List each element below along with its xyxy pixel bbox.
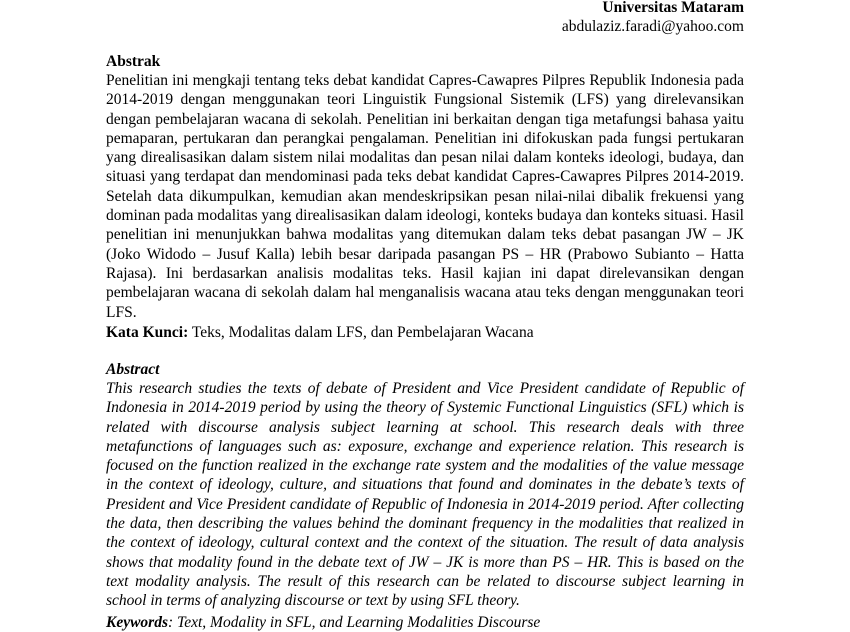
keywords-value: : Text, Modality in SFL, and Learning Modalities Discourse	[168, 614, 541, 631]
keywords-line	[106, 613, 540, 632]
university-name: Universitas Mataram	[602, 0, 744, 16]
keywords-label: Keywords	[106, 614, 168, 631]
kata-kunci-label: Kata Kunci:	[106, 324, 189, 341]
kata-kunci-line	[106, 323, 534, 342]
abstrak-body: Penelitian ini mengkaji tentang teks debat kandidat Capres-Cawapres Pilpres Republik Indonesia pada 2014-2019 dengan menggunakan teori Linguistik Fungsional Sistemik (LFS) yang direlevansikan dengan pembelajaran wacana di sekolah. Penelitian ini berkaitan dengan tiga metafungsi bahasa yaitu pemaparan, pertukaran dan perangkai pengalaman. Penelitian ini difokuskan pada fungsi pertukaran yang direalisasikan dalam sistem nilai modalitas dan pesan nilai dalam konteks ideologi, budaya, dan situasi yang terdapat dan mendominasi pada teks debat kandidat Capres-Cawapres Pilpres 2014-2019. Setelah data dikumpulkan, kemudian akan mendeskripsikan pesan nilai-nilai dibalik frekuensi yang dominan pada modalitas yang direalisasikan dalam ideologi, konteks budaya dan konteks situasi. Hasil penelitian ini menunjukkan bahwa modalitas yang ditemukan dalam teks debat pasangan JW – JK (Joko Widodo – Jusuf Kalla) lebih besar daripada pasangan PS – HR (Prabowo Subianto – Hatta Rajasa). Ini berdasarkan analisis modalitas teks. Hasil kajian ini dapat direlevansikan dengan pembelajaran wacana di sekolah dalam hal menganalisis wacana atau teks dengan menggunakan teori LFS.	[106, 72, 744, 321]
abstract-body: This research studies the texts of debate of President and Vice President candidate of Republic of Indonesia in 2014-2019 period by using the theory of Systemic Functional Linguistics (SFL) which is related with discourse analysis subject learning at school. This research deals with three metafunctions of languages such as: exposure, exchange and experience relation. This research is focused on the function realized in the exchange rate system and the modalities of the value message in the context of ideology, culture, and situations that found and dominates in the debate’s texts of President and Vice President candidate of Republic of Indonesia in 2014-2019 period. After collecting the data, then describing the values behind the dominant frequency in the modalities that realized in the context of ideology, cultural context and the context of the situation. The result of data analysis shows that modality found in the debate text of JW – JK is more than PS – HR. This is based on the text modality analysis. The result of this research can be related to discourse subject learning in school in terms of analyzing discourse or text by using SFL theory.	[106, 380, 744, 610]
abstrak-title: Abstrak	[106, 53, 161, 70]
kata-kunci-value: Teks, Modalitas dalam LFS, dan Pembelajaran Wacana	[188, 324, 534, 341]
author-email: abdulaziz.faradi@yahoo.com	[561, 18, 744, 35]
abstract-title: Abstract	[106, 361, 160, 378]
